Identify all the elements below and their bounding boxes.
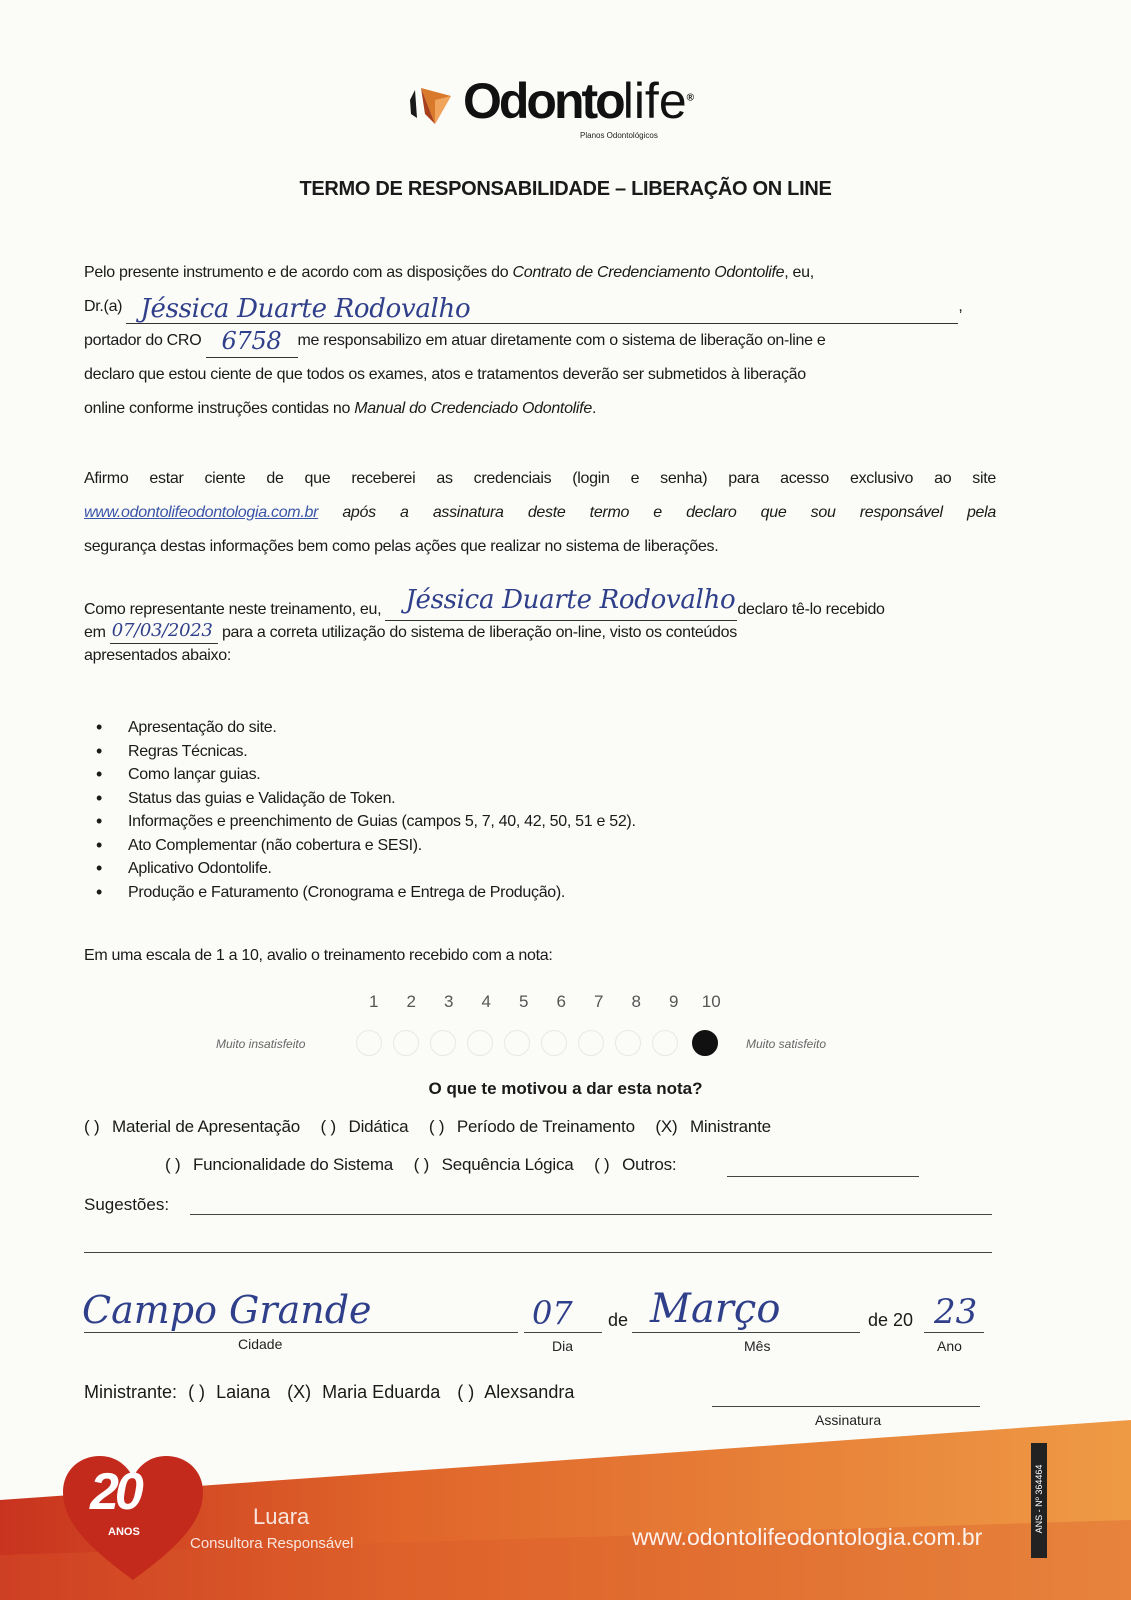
training-date-field[interactable]	[110, 620, 218, 644]
rating-high-label: Muito satisfeito	[746, 1037, 827, 1051]
dr-name-field[interactable]	[126, 294, 958, 324]
year-label: Ano	[937, 1338, 962, 1354]
website-link[interactable]: www.odontolifeodontologia.com.br	[84, 504, 319, 521]
rating-option-6[interactable]	[541, 1030, 567, 1056]
signature-label: Assinatura	[815, 1412, 882, 1428]
ministrante-option-maria-eduarda-checked[interactable]: (X) Maria Eduarda	[287, 1382, 441, 1402]
suggestions-line-1[interactable]	[190, 1214, 992, 1215]
odontolife-logo	[405, 70, 705, 145]
ministrante-option-laiana[interactable]: ( ) Laiana	[188, 1382, 271, 1402]
option-sequencia[interactable]: ( ) Sequência Lógica	[413, 1155, 574, 1174]
paragraph-commitment: Pelo presente instrumento e de acordo com as disposições do Contrato de Credenciamento Odontolife, eu, Dr.(a) Jéssica Duarte Rodovalho , portador do CRO 6758 me responsabilizo em atuar diretamente com o sistema de liberação on-line e declaro que estou ciente de que todos os exames, atos e tratamentos deverão ser submetidos à liberação online conforme instruções contidas no Manual do Credenciado Odontolife.	[84, 264, 963, 417]
rating-option-7[interactable]	[578, 1030, 604, 1056]
dr-label: Dr.(a)	[84, 298, 123, 315]
rating-option-8[interactable]	[615, 1030, 641, 1056]
city-field[interactable]	[84, 1332, 518, 1333]
month-handwritten: Março	[650, 1286, 781, 1332]
city-handwritten: Campo Grande	[82, 1288, 372, 1332]
rating-option-9[interactable]	[652, 1030, 678, 1056]
list-item: • Status das guias e Validação de Token.	[96, 787, 636, 811]
logo-wordmark: Odontolife®	[463, 73, 692, 129]
option-material[interactable]: ( ) Material de Apresentação	[84, 1117, 300, 1136]
rating-option-2[interactable]	[393, 1030, 419, 1056]
logo-mark-icon	[405, 78, 460, 128]
consultant-name: Luara	[253, 1504, 310, 1529]
day-handwritten: 07	[532, 1294, 573, 1332]
list-item: • Regras Técnicas.	[96, 740, 636, 764]
logo-subtitle: Planos Odontológicos	[580, 131, 658, 140]
year-prefix: de 20	[868, 1310, 914, 1330]
consultant-role: Consultora Responsável	[190, 1535, 354, 1552]
list-item: • Informações e preenchimento de Guias (campos 5, 7, 40, 42, 50, 51 e 52).	[96, 810, 636, 834]
outros-field[interactable]	[727, 1176, 919, 1177]
option-funcionalidade[interactable]: ( ) Funcionalidade do Sistema	[165, 1155, 394, 1174]
list-item: • Apresentação do site.	[96, 716, 636, 740]
list-item: • Aplicativo Odontolife.	[96, 857, 636, 881]
ministrante-option-alexsandra[interactable]: ( ) Alexsandra	[457, 1382, 575, 1402]
rating-option-4[interactable]	[467, 1030, 493, 1056]
day-label: Dia	[552, 1338, 574, 1354]
cro-handwritten: 6758	[221, 327, 282, 355]
paragraph-credentials: Afirmo estar ciente de que receberei as credenciais (login e senha) para acesso exclusivo ao site www.odontolifeodontologia.com.br após a assinatura deste termo e declaro que sou responsável pela segurança destas informações bem como pelas ações que realizar no sistema de liberações.	[84, 470, 996, 555]
topics-list	[96, 716, 636, 904]
motivation-question: O que te motivou a dar esta nota?	[428, 1079, 703, 1098]
rating-option-3[interactable]	[430, 1030, 456, 1056]
option-didatica[interactable]: ( ) Didática	[320, 1117, 409, 1136]
trainee-name-field[interactable]	[385, 585, 737, 621]
cro-field[interactable]	[206, 327, 298, 358]
rating-prompt: Em uma escala de 1 a 10, avalio o treinamento recebido com a nota:	[84, 947, 553, 964]
list-item: • Ato Complementar (não cobertura e SESI).	[96, 834, 636, 858]
month-label: Mês	[744, 1338, 771, 1354]
month-field[interactable]	[632, 1332, 860, 1333]
suggestions-label: Sugestões:	[84, 1195, 170, 1214]
rating-scale-numbers: 1 2 3 4 5 6 7 8 9 10	[369, 992, 721, 1011]
ans-number: ANS - Nº 364464	[1034, 1464, 1044, 1534]
day-field[interactable]	[524, 1332, 602, 1333]
year-handwritten: 23	[934, 1292, 978, 1332]
rating-option-1[interactable]	[356, 1030, 382, 1056]
badge-sub: ANOS	[108, 1526, 140, 1538]
ministrante-label: Ministrante:	[84, 1382, 178, 1402]
rating-option-10-selected[interactable]	[692, 1030, 718, 1056]
option-outros[interactable]: ( ) Outros:	[594, 1155, 677, 1174]
footer-website[interactable]: www.odontolifeodontologia.com.br	[632, 1524, 983, 1550]
rating-scale	[216, 1030, 866, 1058]
rating-low-label: Muito insatisfeito	[216, 1037, 306, 1051]
paragraph-training: Como representante neste treinamento, eu, Jéssica Duarte Rodovalho declaro tê-lo recebido em 07/03/2023 para a correta utilização do sistema de liberação on-line, visto os conteúdos apresentados abaixo:	[84, 585, 885, 664]
list-item: • Como lançar guias.	[96, 763, 636, 787]
year-field[interactable]	[924, 1332, 984, 1333]
option-periodo[interactable]: ( ) Período de Treinamento	[428, 1117, 635, 1136]
list-item: • Produção e Faturamento (Cronograma e Entrega de Produção).	[96, 881, 636, 905]
de-connector-1: de	[608, 1310, 629, 1330]
motivation-options-row-1	[84, 1117, 787, 1137]
option-ministrante-checked[interactable]: (X) Ministrante	[655, 1117, 771, 1136]
badge-number: 20	[90, 1463, 140, 1521]
city-label: Cidade	[238, 1336, 283, 1352]
training-date-handwritten: 07/03/2023	[111, 620, 213, 641]
motivation-options-row-2	[165, 1155, 692, 1175]
suggestions-line-2[interactable]	[84, 1252, 992, 1253]
rating-option-5[interactable]	[504, 1030, 530, 1056]
dr-name-handwritten: Jéssica Duarte Rodovalho	[140, 294, 471, 324]
document-title: TERMO DE RESPONSABILIDADE – LIBERAÇÃO ON LINE	[299, 178, 832, 200]
trainee-name-handwritten: Jéssica Duarte Rodovalho	[405, 585, 736, 615]
